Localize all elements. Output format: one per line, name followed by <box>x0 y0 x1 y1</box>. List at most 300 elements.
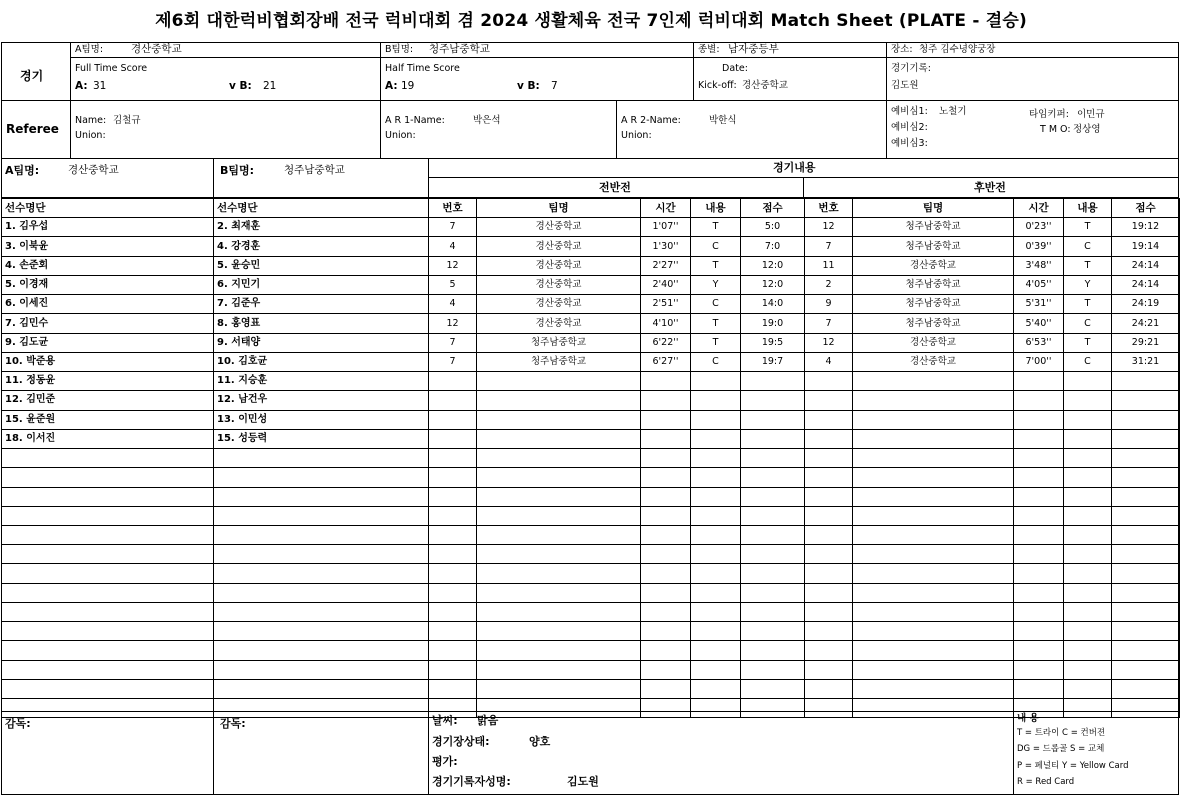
grid-header-row <box>2 199 1180 218</box>
first-half-type <box>691 429 741 448</box>
second-half-time <box>1014 372 1064 391</box>
second-half-no <box>805 468 853 487</box>
second-half-score: 24:19 <box>1112 295 1180 314</box>
second-half-team <box>853 468 1014 487</box>
first-half-no <box>429 545 477 564</box>
col-type-second: 내용 <box>1064 199 1112 218</box>
first-half-team <box>477 410 641 429</box>
first-half-type <box>691 410 741 429</box>
event-grid <box>1 198 1180 718</box>
first-half-score: 12:0 <box>741 275 805 294</box>
first-half-time <box>641 564 691 583</box>
table-row <box>2 372 1180 391</box>
first-half-score: 14:0 <box>741 295 805 314</box>
first-half-type: T <box>691 256 741 275</box>
team-a-header-label: A팀명: <box>5 164 40 177</box>
second-half-no <box>805 449 853 468</box>
second-half-no: 12 <box>805 333 853 352</box>
kickoff-label: Kick-off: <box>698 80 737 91</box>
roster-a-header: 선수명단 <box>2 199 214 218</box>
first-half-time: 2'27'' <box>641 256 691 275</box>
table-row <box>2 429 1180 448</box>
first-half-score <box>741 487 805 506</box>
first-half-no <box>429 564 477 583</box>
team-b-header-cell <box>213 158 429 198</box>
first-half-score <box>741 564 805 583</box>
first-half-time <box>641 410 691 429</box>
first-half-type <box>691 564 741 583</box>
second-half-time <box>1014 545 1064 564</box>
player-a <box>2 564 214 583</box>
game-label: 경기 <box>20 69 44 83</box>
full-a-label: A: <box>75 80 88 92</box>
first-half-team <box>477 583 641 602</box>
second-half-type: T <box>1064 218 1112 237</box>
second-half-team <box>853 449 1014 468</box>
half-time-label: Half Time Score <box>385 63 460 74</box>
full-time-cell <box>70 57 381 101</box>
second-half-score <box>1112 622 1180 641</box>
table-row <box>2 391 1180 410</box>
col-score-first: 점수 <box>741 199 805 218</box>
table-row <box>2 410 1180 429</box>
first-half-type: T <box>691 333 741 352</box>
second-half-type <box>1064 391 1112 410</box>
table-row <box>2 525 1180 544</box>
second-half-type <box>1064 679 1112 698</box>
legend-title: 내 용 <box>1017 713 1039 724</box>
second-half-team <box>853 506 1014 525</box>
second-half-team: 청주남중학교 <box>853 237 1014 256</box>
full-b-score: 21 <box>263 80 277 92</box>
second-half-score <box>1112 564 1180 583</box>
first-half-score: 12:0 <box>741 256 805 275</box>
half-time-cell <box>380 57 694 101</box>
second-half-score <box>1112 525 1180 544</box>
second-half-score: 24:14 <box>1112 256 1180 275</box>
recorder-label: 경기기록: <box>891 63 931 74</box>
second-half-no <box>805 679 853 698</box>
first-half-type <box>691 622 741 641</box>
first-half-no: 5 <box>429 275 477 294</box>
first-half-type <box>691 449 741 468</box>
table-row <box>2 449 1180 468</box>
second-half-type: T <box>1064 333 1112 352</box>
first-half-team <box>477 391 641 410</box>
first-half-score <box>741 410 805 429</box>
player-a: 12. 김민준 <box>2 391 214 410</box>
second-half-type <box>1064 525 1112 544</box>
second-half-team <box>853 660 1014 679</box>
second-half-time <box>1014 679 1064 698</box>
second-half-score <box>1112 583 1180 602</box>
second-half-type <box>1064 641 1112 660</box>
timekeeper: 이민규 <box>1077 109 1105 120</box>
referee-cell <box>70 100 381 159</box>
team-b-header-name: 청주남중학교 <box>284 164 345 176</box>
ar1-name: 박은석 <box>473 115 501 126</box>
second-half-no <box>805 641 853 660</box>
second-half-no <box>805 545 853 564</box>
first-half-type <box>691 372 741 391</box>
first-half-time: 4'10'' <box>641 314 691 333</box>
first-half-team <box>477 679 641 698</box>
table-row <box>2 564 1180 583</box>
first-half-time <box>641 429 691 448</box>
half-b-label: v B: <box>517 80 540 92</box>
table-row <box>2 256 1180 275</box>
second-half-score: 19:12 <box>1112 218 1180 237</box>
first-half-team <box>477 545 641 564</box>
col-no-first: 번호 <box>429 199 477 218</box>
player-a: 11. 정동윤 <box>2 372 214 391</box>
reserve1: 노철기 <box>939 106 967 117</box>
first-half-no <box>429 506 477 525</box>
first-half-time <box>641 602 691 621</box>
player-a <box>2 487 214 506</box>
player-b <box>214 487 429 506</box>
second-half-label: 후반전 <box>974 181 1006 194</box>
second-half-time: 0'39'' <box>1014 237 1064 256</box>
second-half-team: 청주남중학교 <box>853 275 1014 294</box>
second-half-type: C <box>1064 352 1112 371</box>
first-half-no <box>429 602 477 621</box>
player-b <box>214 525 429 544</box>
first-half-no <box>429 679 477 698</box>
kickoff-team: 경산중학교 <box>742 80 788 91</box>
team-b-header-label: B팀명: <box>220 164 255 177</box>
table-row <box>2 660 1180 679</box>
first-half-type <box>691 468 741 487</box>
date-cell <box>693 57 887 101</box>
referee-name-label: Name: <box>75 115 107 126</box>
first-half-time: 6'27'' <box>641 352 691 371</box>
first-half-score <box>741 506 805 525</box>
second-half-no: 9 <box>805 295 853 314</box>
second-half-time <box>1014 410 1064 429</box>
legend-line-3: P = 페널티 Y = Yellow Card <box>1017 761 1129 771</box>
second-half-time <box>1014 660 1064 679</box>
coach-a-cell <box>1 711 214 795</box>
player-b: 11. 지승훈 <box>214 372 429 391</box>
table-row <box>2 622 1180 641</box>
player-b: 13. 이민성 <box>214 410 429 429</box>
referee-union-label: Union: <box>75 130 106 141</box>
team-a-header-name: 경산중학교 <box>68 164 119 176</box>
first-half-type <box>691 506 741 525</box>
legend-line-4: R = Red Card <box>1017 777 1075 787</box>
second-half-no <box>805 410 853 429</box>
col-team-first: 팀명 <box>477 199 641 218</box>
first-half-time: 1'07'' <box>641 218 691 237</box>
first-half-type <box>691 660 741 679</box>
first-half-time <box>641 679 691 698</box>
second-half-no: 2 <box>805 275 853 294</box>
first-half-no <box>429 660 477 679</box>
first-half-time <box>641 583 691 602</box>
first-half-team: 경산중학교 <box>477 295 641 314</box>
second-half-score: 19:14 <box>1112 237 1180 256</box>
first-half-score <box>741 622 805 641</box>
second-half-type: T <box>1064 256 1112 275</box>
coach-b-label: 감독: <box>220 717 246 730</box>
first-half-team <box>477 641 641 660</box>
player-b: 6. 지민기 <box>214 275 429 294</box>
player-b: 2. 최재훈 <box>214 218 429 237</box>
second-half-time <box>1014 429 1064 448</box>
player-b: 7. 김준우 <box>214 295 429 314</box>
first-half-score: 7:0 <box>741 237 805 256</box>
legend-line-2: DG = 드롭골 S = 교체 <box>1017 744 1105 754</box>
second-half-no <box>805 622 853 641</box>
second-half-type: C <box>1064 237 1112 256</box>
second-half-type <box>1064 564 1112 583</box>
second-half-type <box>1064 410 1112 429</box>
first-half-time <box>641 545 691 564</box>
first-half-type: T <box>691 218 741 237</box>
first-half-no: 12 <box>429 314 477 333</box>
table-row <box>2 237 1180 256</box>
second-half-type <box>1064 545 1112 564</box>
first-half-no <box>429 468 477 487</box>
second-half-time: 5'31'' <box>1014 295 1064 314</box>
second-half-score <box>1112 391 1180 410</box>
first-half-cell <box>428 177 804 198</box>
reserve1-label: 예비심1: <box>891 106 928 117</box>
second-half-team: 청주남중학교 <box>853 314 1014 333</box>
second-half-time <box>1014 449 1064 468</box>
first-half-team: 청주남중학교 <box>477 333 641 352</box>
content-title: 경기내용 <box>773 161 816 174</box>
first-half-no <box>429 487 477 506</box>
first-half-type <box>691 679 741 698</box>
division: 남자중등부 <box>728 43 779 55</box>
col-score-second: 점수 <box>1112 199 1180 218</box>
first-half-time <box>641 487 691 506</box>
first-half-team <box>477 622 641 641</box>
first-half-team: 청주남중학교 <box>477 352 641 371</box>
first-half-no <box>429 641 477 660</box>
table-row <box>2 602 1180 621</box>
first-half-team: 경산중학교 <box>477 275 641 294</box>
player-b <box>214 641 429 660</box>
player-a <box>2 583 214 602</box>
full-a-score: 31 <box>93 80 107 92</box>
second-half-score <box>1112 506 1180 525</box>
table-row <box>2 487 1180 506</box>
player-b: 5. 윤승민 <box>214 256 429 275</box>
first-half-time: 2'51'' <box>641 295 691 314</box>
second-half-no <box>805 660 853 679</box>
table-row <box>2 679 1180 698</box>
player-a: 4. 손준회 <box>2 256 214 275</box>
second-half-no <box>805 429 853 448</box>
game-label-cell <box>1 42 71 101</box>
first-half-time <box>641 468 691 487</box>
second-half-score <box>1112 487 1180 506</box>
table-row <box>2 314 1180 333</box>
first-half-score <box>741 602 805 621</box>
team-b-name: 청주남중학교 <box>429 43 490 55</box>
player-a: 9. 김도균 <box>2 333 214 352</box>
writer-label: 경기기록자성명: <box>432 775 511 788</box>
second-half-score <box>1112 545 1180 564</box>
table-row <box>2 352 1180 371</box>
second-half-no: 12 <box>805 218 853 237</box>
player-b: 12. 남건우 <box>214 391 429 410</box>
first-half-score <box>741 468 805 487</box>
player-b <box>214 660 429 679</box>
second-half-type <box>1064 602 1112 621</box>
player-a <box>2 660 214 679</box>
full-b-label: v B: <box>229 80 252 92</box>
player-b <box>214 545 429 564</box>
second-half-no <box>805 564 853 583</box>
first-half-no: 7 <box>429 352 477 371</box>
first-half-no <box>429 622 477 641</box>
second-half-team: 경산중학교 <box>853 333 1014 352</box>
player-a: 10. 박준용 <box>2 352 214 371</box>
page-title: 제6회 대한럭비협회장배 전국 럭비대회 겸 2024 생활체육 전국 7인제 럭비대회 Match Sheet (PLATE - 결승) <box>155 11 1027 31</box>
player-b <box>214 449 429 468</box>
reserve2-label: 예비심2: <box>891 122 928 133</box>
first-half-no <box>429 449 477 468</box>
ar1-label: A R 1-Name: <box>385 115 445 126</box>
second-half-no: 7 <box>805 314 853 333</box>
table-row <box>2 545 1180 564</box>
second-half-team <box>853 622 1014 641</box>
first-half-no: 7 <box>429 333 477 352</box>
first-half-time <box>641 506 691 525</box>
second-half-no <box>805 372 853 391</box>
second-half-type <box>1064 487 1112 506</box>
second-half-no <box>805 391 853 410</box>
second-half-score: 31:21 <box>1112 352 1180 371</box>
table-row <box>2 333 1180 352</box>
second-half-score <box>1112 429 1180 448</box>
first-half-time: 6'22'' <box>641 333 691 352</box>
second-half-score <box>1112 641 1180 660</box>
player-b: 10. 김호균 <box>214 352 429 371</box>
first-half-score <box>741 679 805 698</box>
first-half-type: Y <box>691 275 741 294</box>
first-half-no: 7 <box>429 218 477 237</box>
second-half-team: 경산중학교 <box>853 352 1014 371</box>
second-half-score <box>1112 660 1180 679</box>
col-team-second: 팀명 <box>853 199 1014 218</box>
second-half-time <box>1014 622 1064 641</box>
first-half-team <box>477 449 641 468</box>
division-cell <box>693 42 887 58</box>
recorder: 김도원 <box>891 80 919 91</box>
first-half-type <box>691 525 741 544</box>
ar2-name: 박한식 <box>709 115 737 126</box>
second-half-type <box>1064 583 1112 602</box>
division-label: 종별: <box>698 44 720 55</box>
ar1-union-label: Union: <box>385 130 416 141</box>
first-half-no <box>429 410 477 429</box>
col-no-second: 번호 <box>805 199 853 218</box>
timekeeper-label: 타임키퍼: <box>1029 109 1069 120</box>
first-half-score <box>741 583 805 602</box>
player-a: 3. 이북윤 <box>2 237 214 256</box>
venue-cell <box>886 42 1179 58</box>
player-a <box>2 679 214 698</box>
venue-label: 장소: <box>891 44 913 55</box>
second-half-time: 3'48'' <box>1014 256 1064 275</box>
first-half-type: C <box>691 295 741 314</box>
first-half-team: 경산중학교 <box>477 314 641 333</box>
first-half-team <box>477 506 641 525</box>
second-half-team: 경산중학교 <box>853 256 1014 275</box>
second-half-no <box>805 602 853 621</box>
eval-label: 평가: <box>432 755 458 768</box>
team-a-name: 경산중학교 <box>131 43 182 55</box>
second-half-type <box>1064 506 1112 525</box>
player-a <box>2 449 214 468</box>
table-row <box>2 218 1180 237</box>
first-half-score: 19:7 <box>741 352 805 371</box>
full-time-label: Full Time Score <box>75 63 148 74</box>
recorder-cell <box>886 57 1179 101</box>
team-b-label: B팀명: <box>385 44 414 55</box>
first-half-team <box>477 468 641 487</box>
half-b-score: 7 <box>551 80 558 92</box>
roster-b-header: 선수명단 <box>214 199 429 218</box>
second-half-no <box>805 487 853 506</box>
second-half-time <box>1014 525 1064 544</box>
player-b: 8. 홍영표 <box>214 314 429 333</box>
first-half-type <box>691 583 741 602</box>
col-type-first: 내용 <box>691 199 741 218</box>
second-half-score <box>1112 468 1180 487</box>
player-b <box>214 564 429 583</box>
field: 양호 <box>529 735 551 748</box>
first-half-team <box>477 525 641 544</box>
table-row <box>2 641 1180 660</box>
reserve3-label: 예비심3: <box>891 138 928 149</box>
player-b <box>214 622 429 641</box>
first-half-no <box>429 525 477 544</box>
player-a <box>2 525 214 544</box>
first-half-label: 전반전 <box>599 181 631 194</box>
second-half-score: 24:21 <box>1112 314 1180 333</box>
first-half-time <box>641 622 691 641</box>
first-half-no <box>429 372 477 391</box>
second-half-score <box>1112 602 1180 621</box>
legend-line-1: T = 트라이 C = 컨버젼 <box>1017 728 1106 738</box>
player-b <box>214 583 429 602</box>
player-a <box>2 506 214 525</box>
first-half-time <box>641 525 691 544</box>
first-half-type: C <box>691 352 741 371</box>
first-half-team <box>477 564 641 583</box>
first-half-type: T <box>691 314 741 333</box>
second-half-no: 7 <box>805 237 853 256</box>
first-half-score <box>741 391 805 410</box>
officials-cell <box>886 100 1179 159</box>
second-half-type <box>1064 468 1112 487</box>
second-half-score: 24:14 <box>1112 275 1180 294</box>
player-a: 6. 이세진 <box>2 295 214 314</box>
second-half-type <box>1064 660 1112 679</box>
coach-a-label: 감독: <box>5 717 31 730</box>
player-b <box>214 506 429 525</box>
second-half-team <box>853 602 1014 621</box>
first-half-score <box>741 641 805 660</box>
player-b <box>214 468 429 487</box>
second-half-team: 청주남중학교 <box>853 295 1014 314</box>
